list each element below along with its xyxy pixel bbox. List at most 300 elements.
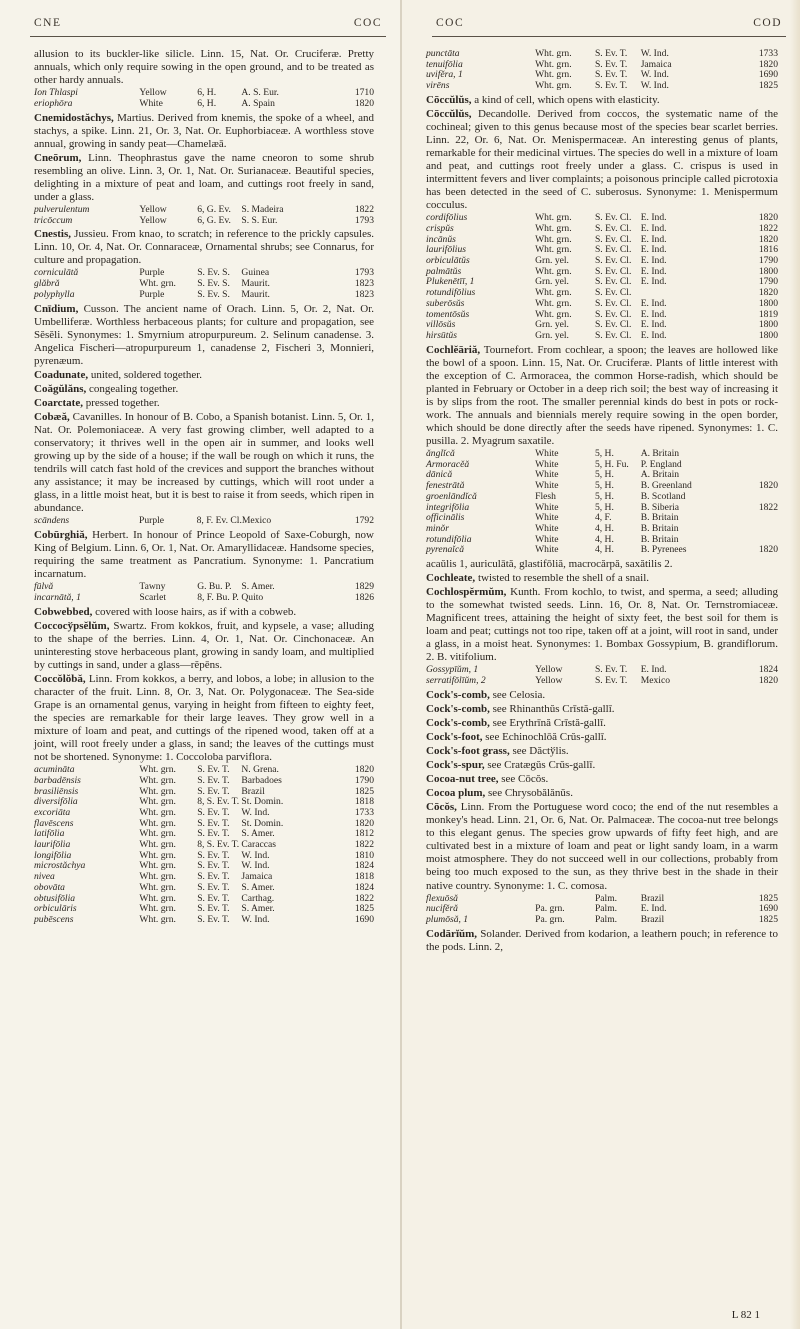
introduced-year: 1820: [758, 480, 778, 492]
habit: 5, H.: [594, 469, 614, 481]
habit: Palm.: [594, 913, 618, 925]
habit: S. Ev. Cl.: [594, 265, 632, 277]
native-country: B. Britain: [640, 522, 679, 534]
habit: S. Ev. T.: [197, 849, 230, 861]
native-country: A. Britain: [640, 469, 680, 481]
introduced-year: 1800: [758, 329, 778, 341]
table-row: [34, 99, 374, 110]
habit: S. Ev. Cl.: [594, 255, 632, 267]
flower-color: Wht. grn.: [139, 785, 176, 797]
species-table: [34, 582, 374, 603]
species-name: pyrenaĭcă: [426, 544, 465, 556]
introduced-year: 1800: [758, 265, 778, 277]
species-name: dānică: [426, 469, 453, 481]
species-name: tomentōsŭs: [426, 308, 470, 320]
entry-body: see Dăctўlis.: [509, 745, 569, 758]
flower-color: White: [535, 501, 559, 513]
introduced-year: [739, 524, 778, 535]
entry-paragraph: [34, 411, 374, 515]
species-table: [426, 665, 778, 686]
introduced-year: 1690: [354, 913, 374, 925]
habit: 4, F.: [594, 512, 612, 524]
entry-body: united, soldered together.: [88, 368, 203, 381]
native-country: Guinea: [241, 267, 270, 279]
native-country: S. Madeira: [241, 203, 284, 215]
native-country: E. Ind.: [640, 329, 667, 341]
habit: S. Ev. Cl.: [594, 222, 632, 234]
species-table: [426, 49, 778, 92]
native-country: St. Domin.: [241, 817, 284, 829]
species-table: [426, 449, 778, 556]
entry-headword: Cōcŏs,: [426, 801, 457, 814]
entry-headword: Cobæă,: [34, 410, 70, 423]
entry-body: see Rhinanthŭs Crīstă-gallī.: [489, 702, 615, 715]
flower-color: Yellow: [535, 675, 563, 687]
flower-color: Wht. grn.: [535, 58, 572, 70]
entry-headword: Cnemidostăchys,: [34, 111, 114, 124]
species-name: suberōsŭs: [426, 297, 465, 309]
introduced-year: 1824: [354, 860, 374, 872]
introduced-year: 1825: [758, 80, 778, 92]
table-row: [34, 516, 374, 527]
native-country: E. Ind.: [640, 903, 667, 915]
flower-color: Wht. grn.: [139, 913, 176, 925]
table-row: [34, 216, 374, 227]
entry-headword: Cnīdium,: [34, 302, 79, 315]
habit: S. Ev. T.: [197, 774, 230, 786]
flower-color: White: [535, 448, 559, 460]
habit: S. Ev. Cl.: [594, 276, 632, 288]
flower-color: White: [535, 522, 559, 534]
species-name: latifōlia: [34, 828, 65, 840]
species-name: laurifōlia: [34, 839, 71, 851]
native-country: B. Scotland: [640, 490, 686, 502]
entry-headword: Coccocўpsĕlŭm,: [34, 619, 110, 632]
table-row: [34, 883, 374, 894]
habit: S. Ev. T.: [197, 871, 230, 883]
entry-headword: Coccŏlŏbă,: [34, 672, 86, 685]
habit: 8, F. Bu. P.: [197, 591, 239, 603]
entry-paragraph: [426, 759, 778, 772]
native-country: Jamaica: [640, 58, 672, 70]
native-country: Mexico: [241, 515, 272, 527]
flower-color: Wht. grn.: [139, 806, 176, 818]
entry-body: Herbert. In honour of Prince Leopold of Saxe-Coburgh, now King of Belgium. Linn. 6, Or. 1, Nat. Or. Amaryllidaceæ. Handsome species, requiring the same treatment as Pancratium. Synonyme: 1. Pancratium incarnatum.: [34, 528, 374, 581]
entry-headword: Cōccŭlŭs,: [426, 107, 472, 120]
native-country: E. Ind.: [640, 233, 667, 245]
species-name: pubēscens: [34, 913, 74, 925]
entry-headword: Cochlospĕrmŭm,: [426, 586, 507, 599]
flower-color: Wht. grn.: [139, 903, 176, 915]
species-name: eriophōra: [34, 97, 73, 109]
introduced-year: 1820: [758, 58, 778, 70]
introduced-year: 1790: [354, 774, 374, 786]
habit: S. Ev. T.: [594, 664, 628, 676]
introduced-year: 1819: [758, 308, 778, 320]
native-country: Caraccas: [241, 839, 276, 851]
native-country: Barbadoes: [241, 774, 282, 786]
habit: S. Ev. T.: [197, 881, 230, 893]
introduced-year: 1822: [758, 501, 778, 513]
entry-paragraph: [426, 344, 778, 448]
flower-color: Wht. grn.: [139, 892, 176, 904]
species-table: [34, 88, 374, 109]
flower-color: Yellow: [139, 214, 167, 226]
entry-paragraph: [34, 397, 374, 410]
running-head: [34, 10, 382, 36]
flower-color: Wht. grn.: [139, 828, 176, 840]
flower-color: Pa. grn.: [535, 903, 565, 915]
native-country: B. Britain: [640, 512, 679, 524]
native-country: B. Britain: [640, 533, 679, 545]
native-country: S. Amer.: [241, 581, 275, 593]
native-country: Maurit.: [241, 288, 270, 300]
habit: 6, G. Ev.: [197, 203, 231, 215]
native-country: E. Ind.: [640, 297, 667, 309]
habit: S. Ev. Cl.: [594, 212, 632, 224]
species-name: nucifĕră: [426, 903, 458, 915]
entry-paragraph: [426, 745, 778, 758]
entry-headword: Coarctate,: [34, 396, 83, 409]
habit: S. Ev. T.: [197, 860, 230, 872]
introduced-year: 1824: [758, 664, 778, 676]
native-country: Mexico: [640, 675, 670, 687]
entry-headword: Cochlĕāriă,: [426, 343, 481, 356]
habit: 5, H.: [594, 448, 614, 460]
habit: 4, H.: [594, 533, 614, 545]
flower-color: White: [535, 458, 559, 470]
habit: S. Ev. Cl.: [594, 319, 632, 331]
native-country: Brazil: [640, 892, 665, 904]
introduced-year: 1816: [758, 244, 778, 256]
flower-color: Wht. grn.: [139, 881, 176, 893]
entry-headword: Cneōrum,: [34, 151, 82, 164]
entry-headword: Cock's-comb,: [426, 702, 490, 715]
species-table: [426, 894, 778, 926]
habit: S. Ev. S.: [197, 267, 230, 279]
species-name: integrifōlia: [426, 501, 470, 513]
species-name: uvifĕra, 1: [426, 69, 463, 81]
native-country: Maurit.: [241, 278, 270, 290]
flower-color: Grn. yel.: [535, 255, 569, 267]
entry-body: see Erythrīnă Crīstă-gallī.: [489, 716, 606, 729]
native-country: S. S. Eur.: [241, 214, 278, 226]
habit: S. Ev. T.: [197, 903, 230, 915]
native-country: E. Ind.: [640, 244, 667, 256]
introduced-year: 1820: [354, 97, 374, 109]
entry-body: Cavanilles. In honour of B. Cobo, a Spanish botanist. Linn. 5, Or. 1, Nat. Or. Polemoniaceæ. A very fast growing climber, well adapted to a conservatory; it thrives well in the open air in summer, and looks well growing up by the side of a house; if the wall be rough on which it runs, the tendrils will catch fast hold of the crevices and support the branches without any assistance; it may be increased by cuttings, which will root under a glass, in a little moist heat, but it is best to raise it from seeds, which ripen in abundance.: [34, 410, 374, 515]
species-name: rotundifōlia: [426, 533, 472, 545]
habit: 5, H. Fu.: [594, 458, 629, 470]
entry-paragraph: [426, 801, 778, 892]
habit: G. Bu. P.: [197, 581, 232, 593]
species-name: cordifōlius: [426, 212, 468, 224]
species-name: microstăchya: [34, 860, 86, 872]
introduced-year: 1825: [354, 903, 374, 915]
right-page: [402, 0, 800, 1329]
species-name: plumōsă, 1: [426, 913, 469, 925]
flower-color: Wht. grn.: [139, 839, 176, 851]
entry-paragraph: [34, 48, 374, 87]
introduced-year: 1826: [354, 591, 374, 603]
flower-color: Wht. grn.: [139, 871, 176, 883]
native-country: S. Amer.: [241, 828, 275, 840]
flower-color: Tawny: [139, 581, 166, 593]
introduced-year: 1690: [758, 903, 778, 915]
native-country: E. Ind.: [640, 319, 667, 331]
flower-color: Purple: [139, 267, 165, 279]
entry-body: Swartz. From kokkos, fruit, and kypsele, a vase; alluding to the shape of the berries. Linn. 4, Or. 1, Nat. Or. Cinchonaceæ. An uninteresting stove herbaceous plant, growing in sandy loam, and multiplied by cuttings in sand, under a glass—rĕpēns.: [34, 619, 374, 671]
native-country: E. Ind.: [640, 276, 667, 288]
native-country: Jamaica: [241, 871, 273, 883]
species-name: groenlāndĭcă: [426, 490, 477, 502]
habit: 4, H.: [594, 544, 614, 556]
species-name: corniculātă: [34, 267, 79, 279]
introduced-year: 1829: [354, 581, 374, 593]
entry-paragraph: [34, 620, 374, 672]
native-country: W. Ind.: [640, 80, 669, 92]
habit: S. Ev. Cl.: [594, 244, 632, 256]
flower-color: White: [139, 97, 163, 109]
native-country: B. Greenland: [640, 480, 692, 492]
flower-color: Scarlet: [139, 591, 167, 603]
flower-color: Pa. grn.: [535, 913, 565, 925]
flower-color: Wht. grn.: [535, 297, 572, 309]
habit: S. Ev. Cl.: [594, 308, 632, 320]
species-name: barbadēnsis: [34, 774, 81, 786]
native-country: P. England: [640, 458, 682, 470]
table-row: [426, 492, 778, 503]
introduced-year: 1822: [354, 839, 374, 851]
entry-body: acaŭlis 1, auriculātă, glastifōliă, macrocărpă, saxătilis 2.: [426, 558, 673, 571]
habit: Palm.: [594, 892, 618, 904]
table-row: [426, 299, 778, 310]
habit: 5, H.: [594, 490, 614, 502]
entry-body: Linn. From the Portuguese word coco; the end of the nut resembles a monkey's head. Linn. 21, Or. 6, Nat. Or. Palmaceæ. The cocoa-nut tree belongs to this elegant genus. The species grow upwards of fifty feet high, and are cultivated best in a mixture of loam and peat or light sandy loam, in a warm moist atmosphere. They do not succeed well in our collections, probably from being too much exposed to the sun, as they thrive best in the shade in their native country. Synonyme: 1. C. comosa.: [426, 801, 778, 892]
species-name: longifōlia: [34, 849, 72, 861]
entry-body: Tournefort. From cochlear, a spoon; the leaves are hollowed like the bowl of a spoon. Linn. 15, Nat. Or. Cruciferæ. Plants of little interest with the exception of C. Armoracea, the common Horse-radish, which should be planted in February or October in a deep rich soil; the best way of increasing it is by slips from the root. The smaller perennial kinds do best in pots or rock-work. The annuals and biennials merely require sowing in the open border, which should be done directly after the seeds have ripened. Synonymes: 1. C. pusilla. 2. Myagrum saxatile.: [426, 343, 778, 447]
native-country: B. Siberia: [640, 501, 680, 513]
table-row: [34, 205, 374, 216]
introduced-year: 1733: [354, 806, 374, 818]
introduced-year: 1824: [354, 881, 374, 893]
introduced-year: 1825: [354, 785, 374, 797]
habit: S. Ev. Cl.: [594, 297, 632, 309]
entry-headword: Cock's-comb,: [426, 716, 490, 729]
entry-paragraph: [34, 529, 374, 581]
introduced-year: 1790: [758, 255, 778, 267]
native-country: N. Grena.: [241, 764, 279, 776]
flower-color: Yellow: [535, 664, 563, 676]
entry-paragraph: [426, 558, 778, 571]
species-name: scāndens: [34, 515, 70, 527]
flower-color: Wht. grn.: [535, 233, 572, 245]
entry-headword: Coadunate,: [34, 368, 89, 381]
habit: S. Ev. T.: [197, 764, 230, 776]
flower-color: Wht. grn.: [535, 287, 572, 299]
native-country: B. Pyrenees: [640, 544, 687, 556]
flower-color: Grn. yel.: [535, 319, 569, 331]
species-name: Plukenētīī, 1: [426, 276, 475, 288]
introduced-year: 1793: [354, 267, 374, 279]
entry-body: see Cōcŏs.: [498, 773, 549, 786]
introduced-year: 1818: [354, 796, 374, 808]
entry-paragraph: [426, 928, 778, 954]
species-name: virēns: [426, 80, 450, 92]
entry-paragraph: [426, 689, 778, 702]
native-country: Quito: [241, 591, 264, 603]
flower-color: White: [535, 469, 559, 481]
header-rule: [30, 36, 386, 37]
introduced-year: 1820: [354, 817, 374, 829]
flower-color: White: [535, 512, 559, 524]
species-name: Gossypīŭm, 1: [426, 664, 479, 676]
species-table: [34, 205, 374, 226]
species-name: crispŭs: [426, 222, 454, 234]
native-country: A. S. Eur.: [241, 87, 279, 99]
habit: S. Ev. Cl.: [594, 233, 632, 245]
species-name: punctāta: [426, 48, 460, 59]
habit: 6, H.: [197, 97, 217, 109]
introduced-year: 1820: [758, 675, 778, 687]
entry-body: Kunth. From kochlo, to twist, and sperma, a seed; alluding to the somewhat twisted seeds. Linn. 16, Or. 8, Nat. Or. Ternstromiaceæ. Magnificent trees, attaining the height of sixty feet, the best soil for them is loam and peat; cuttings not too ripe, taken off at a joint, will root in sand, under a glass, in a moist heat. Synonymes: 1. Bombax Gossypium, B. grandiflorum. 2. B. vitifolium.: [426, 586, 778, 664]
entry-headword: Cocoa plum,: [426, 787, 486, 800]
flower-color: Wht. grn.: [535, 69, 572, 81]
table-row: [34, 593, 374, 604]
species-name: rotundifōlius: [426, 287, 476, 299]
flower-color: Flesh: [535, 490, 556, 502]
entry-headword: Cock's-foot,: [426, 731, 483, 743]
species-name: hirsūtŭs: [426, 329, 457, 341]
habit: S. Ev. T.: [594, 58, 628, 70]
species-table: [34, 516, 374, 527]
introduced-year: [739, 513, 778, 524]
entry-paragraph: [34, 152, 374, 204]
introduced-year: 1792: [354, 515, 374, 527]
entry-paragraph: [426, 717, 778, 730]
entry-body: allusion to its buckler-like silicle. Linn. 15, Nat. Or. Cruciferæ. Pretty annuals, which only require sowing in the open ground, and to be treated as other hardy annuals.: [34, 48, 374, 87]
introduced-year: 1820: [758, 287, 778, 299]
flower-color: Wht. grn.: [535, 265, 572, 277]
habit: S. Ev. T.: [594, 48, 628, 59]
habit: S. Ev. T.: [197, 892, 230, 904]
native-country: S. Amer.: [241, 881, 275, 893]
introduced-year: 1822: [758, 222, 778, 234]
species-name: villōsŭs: [426, 319, 456, 331]
entry-paragraph: [426, 773, 778, 786]
habit: S. Ev. T.: [594, 675, 628, 687]
entry-body: a kind of cell, which opens with elasticity.: [471, 93, 660, 106]
species-name: brasiliēnsis: [34, 785, 79, 797]
introduced-year: 1825: [758, 892, 778, 904]
flower-color: White: [535, 544, 559, 556]
flower-color: Wht. grn.: [139, 817, 176, 829]
species-name: Ion Thlaspi: [34, 87, 78, 99]
entry-headword: Cochleate,: [426, 572, 476, 585]
entry-headword: Cobūrghiă,: [34, 528, 88, 541]
species-name: fenestrātă: [426, 480, 465, 492]
species-name: pulverulentum: [34, 203, 90, 215]
introduced-year: 1820: [758, 212, 778, 224]
entry-body: Decandolle. Derived from coccos, the systematic name of the cochineal; given to this genus because most of the species bear scarlet berries. Linn. 22, Or. 6, Nat. Or. Menispermaceæ. An interesting genus of plants, remarkable for their medicinal virtues. The species do well in a mixture of loam and peat, and cuttings root freely under a glass. C. crispus is used in intermittent fevers and liver complaints; a poisonous principle called picrotoxia has been detected in the seed of C. suberosus. Synonyme: 1. Menispermum cocculus.: [426, 107, 778, 212]
introduced-year: 1822: [354, 203, 374, 215]
species-name: ănglĭcă: [426, 448, 455, 460]
introduced-year: 1818: [354, 871, 374, 883]
entry-body: Linn. Theophrastus gave the name cneoron to some shrub resembling an olive. Linn. 3, Or. 1, Nat. Or. Surianaceæ. Beautiful species, delighting in a mixture of peat and loam, and cuttings root freely in sand, under a glass.: [34, 151, 374, 203]
introduced-year: [739, 449, 778, 460]
native-country: E. Ind.: [640, 265, 667, 277]
habit: S. Ev. T.: [197, 913, 230, 925]
habit: S. Ev. Cl.: [594, 287, 632, 299]
native-country: E. Ind.: [640, 308, 667, 320]
species-name: incarnātă, 1: [34, 591, 81, 603]
entry-headword: Coăgŭlăns,: [34, 382, 87, 395]
introduced-year: 1820: [758, 544, 778, 556]
species-name: diversifōlia: [34, 796, 78, 808]
entry-body: congealing together.: [86, 382, 179, 395]
species-name: excoriāta: [34, 806, 71, 818]
native-country: E. Ind.: [640, 212, 667, 224]
habit: 6, H.: [197, 87, 217, 99]
introduced-year: 1823: [354, 288, 374, 300]
flower-color: Wht. grn.: [139, 849, 176, 861]
table-row: [34, 915, 374, 926]
native-country: Brazil: [241, 785, 265, 797]
running-head-left: CNE: [34, 17, 62, 29]
habit: S. Ev. S.: [197, 288, 230, 300]
flower-color: Purple: [139, 515, 165, 527]
entry-paragraph: [426, 703, 778, 716]
flower-color: Wht. grn.: [139, 796, 176, 808]
header-rule: [432, 36, 786, 37]
entry-paragraph: [426, 572, 778, 585]
flower-color: Wht. grn.: [139, 278, 176, 290]
running-head-right: COD: [753, 17, 782, 29]
species-table: [34, 765, 374, 926]
flower-color: Wht. grn.: [535, 308, 572, 320]
habit: 8, S. Ev. T.: [197, 839, 240, 851]
species-name: minŏr: [426, 522, 449, 534]
habit: S. Ev. T.: [197, 828, 230, 840]
entry-paragraph: [426, 787, 778, 800]
flower-color: Wht. grn.: [535, 222, 572, 234]
entry-paragraph: [34, 228, 374, 267]
flower-color: Yellow: [139, 87, 167, 99]
entry-paragraph: [426, 731, 778, 744]
native-country: W. Ind.: [241, 913, 270, 925]
entry-headword: Cnestis,: [34, 228, 71, 241]
entry-paragraph: [34, 673, 374, 764]
introduced-year: 1800: [758, 319, 778, 331]
species-name: palmātŭs: [426, 265, 462, 277]
running-head: [436, 10, 782, 36]
habit: Palm.: [594, 903, 618, 915]
flower-color: Wht. grn.: [139, 860, 176, 872]
entry-body: see Chrysobălănŭs.: [485, 787, 573, 800]
introduced-year: 1733: [758, 48, 778, 59]
entry-paragraph: [426, 94, 778, 107]
introduced-year: 1820: [758, 233, 778, 245]
introduced-year: 1812: [354, 828, 374, 840]
introduced-year: [739, 492, 778, 503]
species-table: [34, 268, 374, 300]
native-country: W. Ind.: [241, 849, 270, 861]
entry-headword: Cock's-foot grass,: [426, 745, 510, 758]
table-row: [426, 676, 778, 687]
habit: S. Ev. S.: [197, 278, 230, 290]
habit: 8, S. Ev. T.: [197, 796, 240, 808]
species-name: obovāta: [34, 881, 65, 893]
